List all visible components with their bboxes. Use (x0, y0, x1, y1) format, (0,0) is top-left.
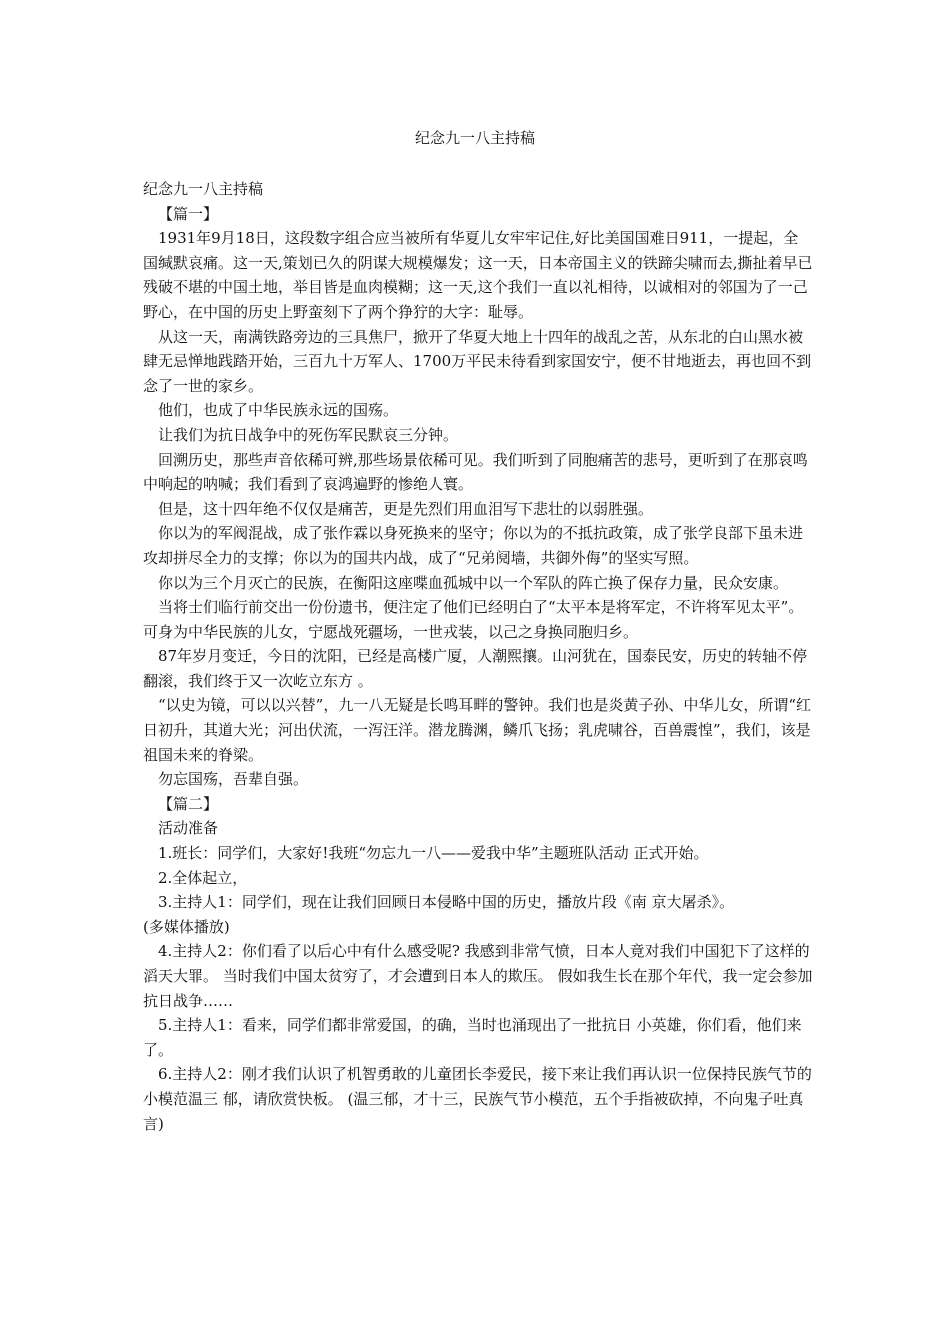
paragraph: 1931年9月18日，这段数字组合应当被所有华夏儿女牢牢记住,好比美国国难日911，一提起，全国缄默哀痛。这一天,策划已久的阴谋大规模爆发；这一天，日本帝国主义的铁蹄尖啸而去,撕扯着早已残破不堪的中国土地，举目皆是血肉模糊；这一天,这个我们一直以礼相待，以诚相对的邻国为了一己野心，在中国的历史上野蛮刻下了两个狰狞的大字：耻辱。 (143, 229, 813, 321)
section-heading-1: 【篇一】 (158, 204, 219, 223)
paragraph: 从这一天，南满铁路旁边的三具焦尸，掀开了华夏大地上十四年的战乱之苦，从东北的白山黑水被肆无忌惮地践踏开始，三百九十万军人、1700万平民未待看到家国安宁，便不甘地逝去，再也回不到念了一世的家乡。 (143, 327, 812, 395)
paragraph: 你以为三个月灭亡的民族，在衡阳这座喋血孤城中以一个军队的阵亡换了保存力量，民众安康。 (158, 573, 789, 592)
paragraph: 4.主持人2：你们看了以后心中有什么感受呢? 我感到非常气愤，日本人竟对我们中国犯下了这样的滔天大罪。 当时我们中国太贫穷了，才会遭到日本人的欺压。 假如我生长在那个年代，我一定会参加抗日战争…… (143, 942, 813, 1010)
paragraph: “以史为镜，可以以兴替”，九一八无疑是长鸣耳畔的警钟。我们也是炎黄子孙、中华儿女，所谓“红日初升，其道大光；河出伏流，一泻汪洋。潜龙腾渊，鳞爪飞扬；乳虎啸谷，百兽震惶”，我们，该是祖国未来的脊梁。 (143, 696, 812, 764)
paragraph: 活动准备 (158, 819, 219, 838)
paragraph: 6.主持人2：刚才我们认识了机智勇敢的儿童团长李爱民，接下来让我们再认识一位保持民族气节的小模范温三 郁，请欣赏快板。 (温三郁，才十三，民族气节小模范，五个手指被砍掉，不向鬼子吐真言) (143, 1065, 812, 1133)
paragraph: 你以为的军阀混战，成了张作霖以身死换来的坚守；你以为的不抵抗政策，成了张学良部下虽未进攻却拼尽全力的支撑；你以为的国共内战，成了“兄弟阋墙，共御外侮”的坚实写照。 (143, 524, 804, 567)
section-heading-2: 【篇二】 (158, 794, 219, 813)
paragraph: 2.全体起立， (158, 868, 248, 887)
paragraph: 勿忘国殇，吾辈自强。 (158, 770, 309, 789)
media-note: (多媒体播放) (143, 917, 230, 936)
paragraph: 1.班长：同学们，大家好!我班“勿忘九一八——爱我中华”主题班队活动 正式开始。 (158, 844, 709, 863)
paragraph: 他们，也成了中华民族永远的国殇。 (158, 401, 399, 420)
paragraph: 5.主持人1：看来，同学们都非常爱国，的确，当时也涌现出了一批抗日 小英雄，你们看，他们来了。 (143, 1016, 802, 1059)
document-title: 纪念九一八主持稿 (414, 129, 535, 147)
paragraph: 当将士们临行前交出一份份遗书，便注定了他们已经明白了“太平本是将军定，不许将军见太平”。可身为中华民族的儿女，宁愿战死疆场，一世戎装，以己之身换同胞归乡。 (143, 598, 804, 641)
document-subtitle: 纪念九一八主持稿 (143, 180, 264, 198)
paragraph: 让我们为抗日战争中的死伤军民默哀三分钟。 (158, 425, 459, 444)
document-body (143, 177, 813, 1136)
paragraph: 87年岁月变迁，今日的沈阳，已经是高楼广厦，人潮熙攘。山河犹在，国泰民安，历史的转轴不停翻滚，我们终于又一次屹立东方 。 (143, 647, 808, 690)
paragraph: 但是，这十四年绝不仅仅是痛苦，更是先烈们用血泪写下悲壮的以弱胜强。 (158, 499, 654, 518)
paragraph: 回溯历史，那些声音依稀可辨,那些场景依稀可见。我们听到了同胞痛苦的悲号，更听到了在那哀鸣中响起的呐喊；我们看到了哀鸿遍野的惨绝人寰。 (143, 450, 808, 494)
paragraph: 3.主持人1：同学们，现在让我们回顾日本侵略中国的历史，播放片段《南 京大屠杀》。 (158, 893, 735, 912)
